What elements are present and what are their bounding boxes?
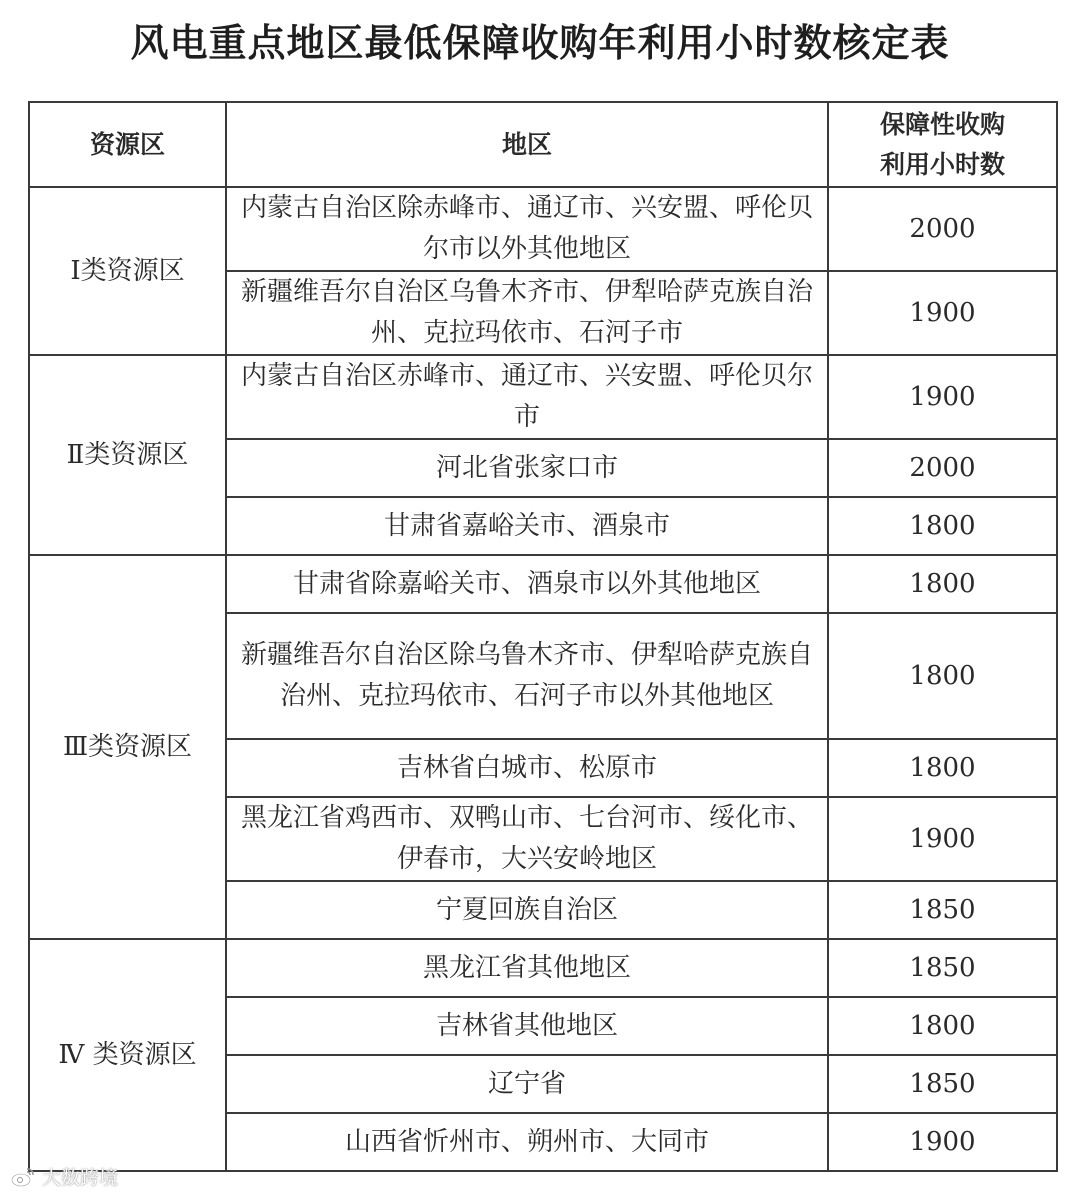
hours-cell: 1800 (828, 739, 1057, 797)
weibo-icon (10, 1166, 36, 1188)
hours-cell: 1800 (828, 997, 1057, 1055)
header-hours (828, 102, 1057, 187)
region-cell: 吉林省白城市、松原市 (226, 739, 828, 797)
watermark (10, 1163, 118, 1190)
region-cell: 内蒙古自治区除赤峰市、通辽市、兴安盟、呼伦贝尔市以外其他地区 (226, 187, 828, 271)
hours-cell: 1800 (828, 497, 1057, 555)
table-row (29, 939, 1057, 997)
hours-cell: 1850 (828, 1055, 1057, 1113)
region-cell: 甘肃省嘉峪关市、酒泉市 (226, 497, 828, 555)
page-title: 风电重点地区最低保障收购年利用小时数核定表 (130, 21, 950, 65)
hours-cell: 1850 (828, 881, 1057, 939)
hours-cell: 1900 (828, 355, 1057, 439)
region-cell: 新疆维吾尔自治区除乌鲁木齐市、伊犁哈萨克族自治州、克拉玛依市、石河子市以外其他地区 (226, 613, 828, 739)
hours-cell: 1900 (828, 797, 1057, 881)
region-cell: 黑龙江省鸡西市、双鸭山市、七台河市、绥化市、伊春市，大兴安岭地区 (226, 797, 828, 881)
hours-cell: 1850 (828, 939, 1057, 997)
table-header-row (29, 102, 1057, 187)
zone-cell: Ⅰ类资源区 (29, 187, 226, 355)
header-hours-line1: 保障性收购 (879, 109, 1005, 139)
hours-cell: 1900 (828, 271, 1057, 355)
region-cell: 河北省张家口市 (226, 439, 828, 497)
table-row (29, 355, 1057, 439)
region-cell: 辽宁省 (226, 1055, 828, 1113)
hours-cell: 1900 (828, 1113, 1057, 1171)
region-cell: 宁夏回族自治区 (226, 881, 828, 939)
watermark-text: 大数跨境 (42, 1167, 119, 1189)
header-zone: 资源区 (29, 102, 226, 187)
header-hours-line2: 利用小时数 (879, 149, 1005, 179)
hours-cell: 1800 (828, 555, 1057, 613)
region-cell: 吉林省其他地区 (226, 997, 828, 1055)
region-cell: 新疆维吾尔自治区乌鲁木齐市、伊犁哈萨克族自治州、克拉玛依市、石河子市 (226, 271, 828, 355)
hours-cell: 1800 (828, 613, 1057, 739)
hours-cell: 2000 (828, 187, 1057, 271)
region-cell: 甘肃省除嘉峪关市、酒泉市以外其他地区 (226, 555, 828, 613)
region-cell: 内蒙古自治区赤峰市、通辽市、兴安盟、呼伦贝尔市 (226, 355, 828, 439)
table-row (29, 187, 1057, 271)
hours-cell: 2000 (828, 439, 1057, 497)
quota-table (28, 101, 1058, 1172)
region-cell: 山西省忻州市、朔州市、大同市 (226, 1113, 828, 1171)
zone-cell: Ⅱ类资源区 (29, 355, 226, 555)
zone-cell: Ⅲ类资源区 (29, 555, 226, 939)
zone-cell: Ⅳ 类资源区 (29, 939, 226, 1171)
header-region: 地区 (226, 102, 828, 187)
table-row (29, 555, 1057, 613)
region-cell: 黑龙江省其他地区 (226, 939, 828, 997)
